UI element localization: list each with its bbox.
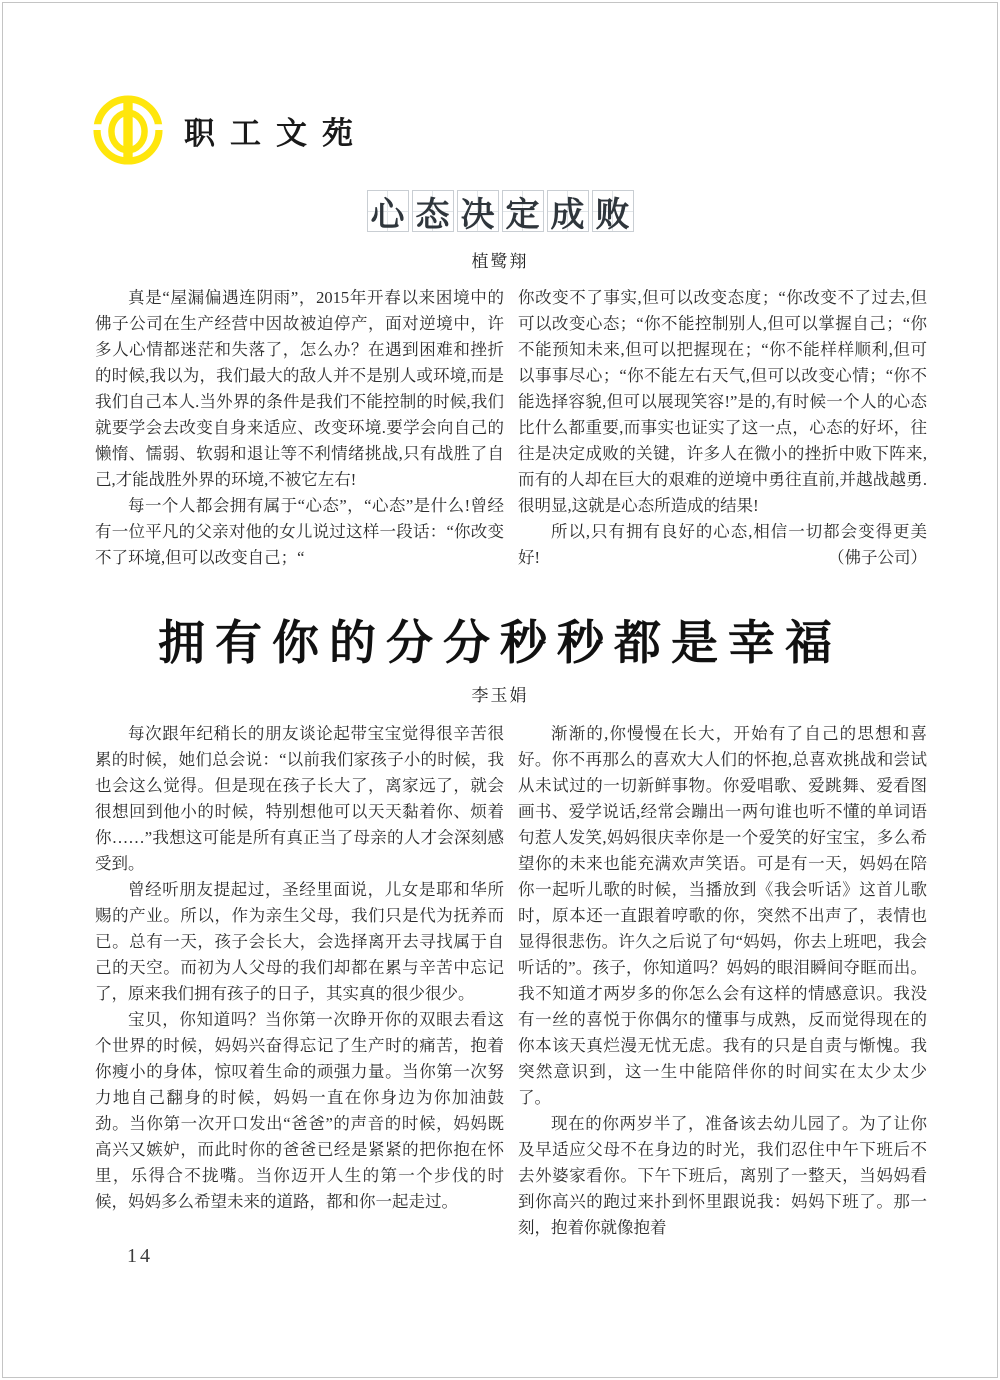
title-char-box: 定 xyxy=(502,190,544,232)
article2-title: 拥有你的分分秒秒都是幸福 xyxy=(158,618,842,670)
page-header xyxy=(92,94,368,166)
article2-left-column xyxy=(95,721,504,1241)
paragraph: 渐渐的,你慢慢在长大，开始有了自己的思想和喜好。你不再那么的喜欢大人们的怀抱,总喜欢挑战和尝试从未试过的一切新鲜事物。你爱唱歌、爱跳舞、爱看图画书、爱学说话,经常会蹦出一两句谁也听不懂的单词语句惹人发笑,妈妈很庆幸你是一个爱笑的好宝宝，多么希望你的未来也能充满欢声笑语。可是有一天，妈妈在陪你一起听儿歌的时候，当播放到《我会听话》这首儿歌时，原本还一直跟着哼歌的你，突然不出声了，表情也显得很悲伤。许久之后说了句“妈妈，你去上班吧，我会听话的”。孩子，你知道吗？妈妈的眼泪瞬间夺眶而出。我不知道才两岁多的你怎么会有这样的情感意识。我没有一丝的喜悦于你偶尔的懂事与成熟，反而觉得现在的你本该天真烂漫无忧无虑。我有的只是自责与惭愧。我突然意识到，这一生中能陪伴你的时间实在太少太少了。 xyxy=(518,724,927,1107)
article2-right-column xyxy=(518,721,927,1241)
paragraph: 每次跟年纪稍长的朋友谈论起带宝宝觉得很辛苦很累的时候，她们总会说：“以前我们家孩子小的时候，我也会这么觉得。但是现在孩子长大了，离家远了，就会很想回到他小的时候，特别想他可以天天黏着你、烦着你……”我想这可能是所有真正当了母亲的人才会深刻感受到。 xyxy=(95,724,504,873)
article1-left-column xyxy=(95,285,504,571)
paragraph: 你改变不了事实,但可以改变态度；“你改变不了过去,但可以改变心态；“你不能控制别人,但可以掌握自己；“你不能预知未来,但可以把握现在；“你不能样样顺利,但可以事事尽心；“你不能左右天气,但可以改变心情；“你不能选择容貌,但可以展现笑容!”是的,有时候一个人的心态比什么都重要,而事实也证实了这一点，心态的好坏，往往是决定成败的关键，许多人在微小的挫折中败下阵来,而有的人却在巨大的艰难的逆境中勇往直前,并越战越勇.很明显,这就是心态所造成的结果! xyxy=(518,288,927,515)
title-char-box: 态 xyxy=(412,190,454,232)
article2-author: 李玉娟 xyxy=(471,686,529,705)
article1-attribution: （佛子公司） xyxy=(828,548,927,567)
title-char-box: 败 xyxy=(592,190,634,232)
article1-right-column xyxy=(518,285,927,571)
paragraph: 现在的你两岁半了，准备该去幼儿园了。为了让你及早适应父母不在身边的时光，我们忍住中午下班后不去外婆家看你。下午下班后，离别了一整天，当妈妈看到你高兴的跑过来扑到怀里跟说我：妈妈下班了。那一刻，抱着你就像抱着 xyxy=(518,1114,927,1237)
paragraph: 真是“屋漏偏遇连阴雨”，2015年开春以来困境中的佛子公司在生产经营中因故被迫停产，面对逆境中，许多人心情都迷茫和失落了，怎么办？在遇到困难和挫折的时候,我以为，我们最大的敌人并不是别人或环境,而是我们自己本人.当外界的条件是我们不能控制的时候,我们就要学会去改变自身来适应、改变环境.要学会向自己的懒惰、懦弱、软弱和退让等不利情绪挑战,只有战胜了自己,才能战胜外界的环境,不被它左右! xyxy=(95,288,504,489)
paragraph: 每一个人都会拥有属于“心态”，“心态”是什么!曾经有一位平凡的父亲对他的女儿说过这样一段话：“你改变不了环境,但可以改变自己；“ xyxy=(95,496,504,567)
page-number: 14 xyxy=(127,1245,153,1267)
paragraph: 宝贝，你知道吗？当你第一次睁开你的双眼去看这个世界的时候，妈妈兴奋得忘记了生产时的痛苦，抱着你瘦小的身体，惊叹着生命的顽强力量。当你第一次努力地自己翻身的时候，妈妈一直在你身边为你加油鼓劲。当你第一次开口发出“爸爸”的声音的时候，妈妈既高兴又嫉妒，而此时你的爸爸已经是紧紧的把你抱在怀里，乐得合不拢嘴。当你迈开人生的第一个步伐的时候，妈妈多么希望未来的道路，都和你一起走过。 xyxy=(95,1010,504,1211)
title-char-box: 成 xyxy=(547,190,589,232)
title-char-box: 心 xyxy=(367,190,409,232)
paragraph: 曾经听朋友提起过，圣经里面说，儿女是耶和华所赐的产业。所以，作为亲生父母，我们只是代为抚养而已。总有一天，孩子会长大，会选择离开去寻找属于自己的天空。而初为人父母的我们却都在累与辛苦中忘记了，原来我们拥有孩子的日子，其实真的很少很少。 xyxy=(95,880,504,1003)
union-logo-icon xyxy=(92,94,164,166)
title-char-box: 决 xyxy=(457,190,499,232)
article1-title xyxy=(0,190,1000,232)
paragraph: 所以,只有拥有良好的心态,相信一切都会变得更美好! xyxy=(518,522,927,567)
section-title: 职工文苑 xyxy=(184,115,368,151)
article1-body xyxy=(95,285,927,571)
article2-body xyxy=(95,721,927,1241)
article1-author: 植鹭翔 xyxy=(471,252,529,271)
